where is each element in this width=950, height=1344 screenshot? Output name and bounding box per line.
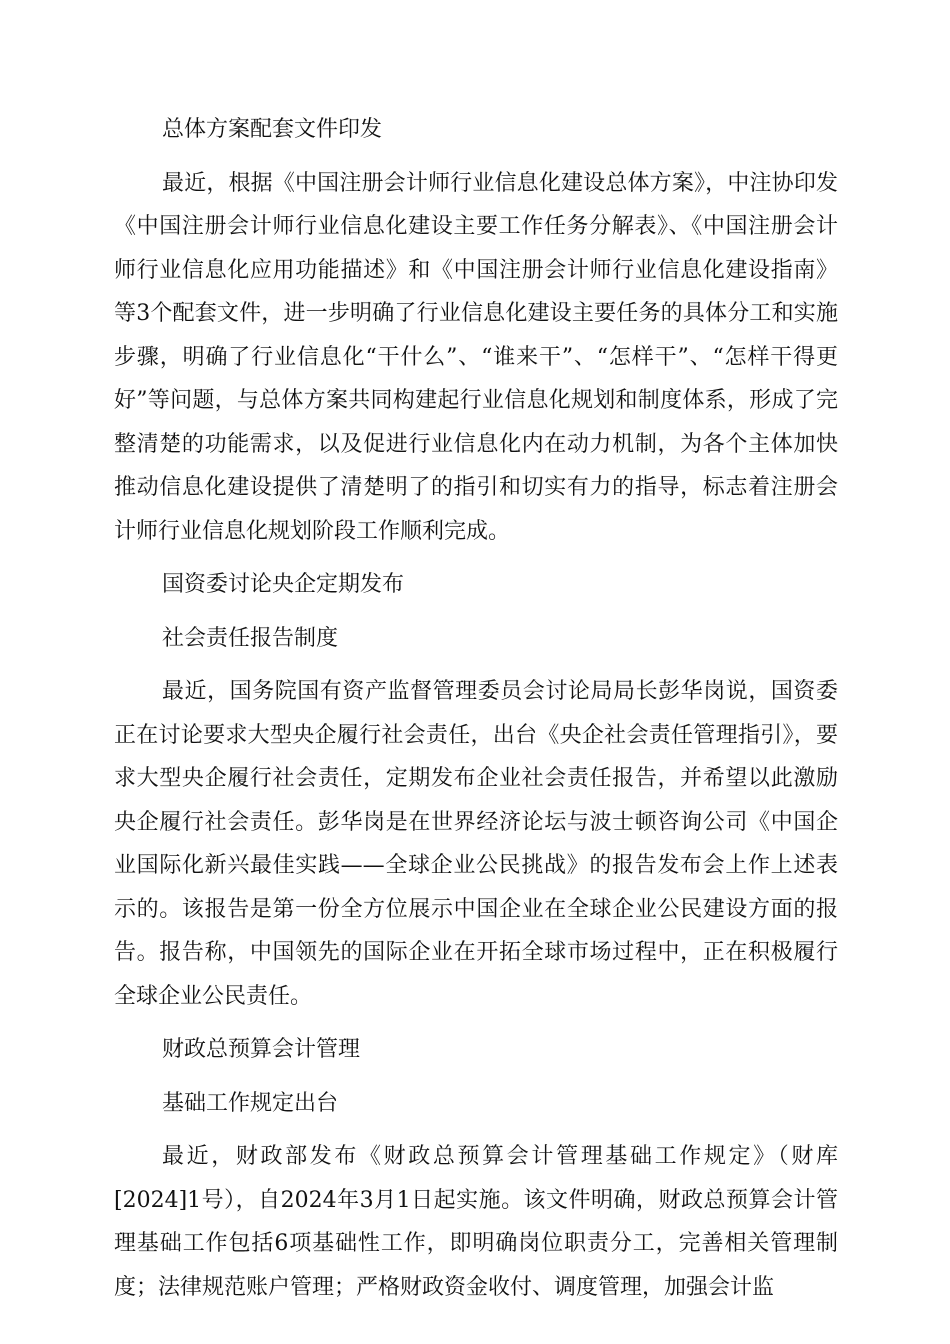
paragraph-csr-report: 最近，国务院国有资产监督管理委员会讨论局局长彭华岗说，国资委正在讨论要求大型央企履行社会责任，出台《央企社会责任管理指引》，要求大型央企履行社会责任，定期发布企业社会责任报告，并希望以此激励央企履行社会责任。彭华岗是在世界经济论坛与波士顿咨询公司《中国企业国际化新兴最佳实践——全球企业公民挑战》的报告发布会上作上述表示的。该报告是第一份全方位展示中国企业在全球企业公民建设方面的报告。报告称，中国领先的国际企业在开拓全球市场过程中，正在积极履行全球企业公民责任。 [114,679,838,1009]
section-heading-sasac-line-1: 国资委讨论央企定期发布 [162,572,405,597]
section-heading-plan-documents: 总体方案配套文件印发 [162,117,383,142]
section-heading-budget-accounting-line-1: 财政总预算会计管理 [162,1037,361,1062]
paragraph-budget-accounting-rules: 最近，财政部发布《财政总预算会计管理基础工作规定》（财库[2024]1号），自2024年3月1日起实施。该文件明确，财政总预算会计管理基础工作包括6项基础性工作，即明确岗位职责分工，完善相关管理制度；法律规范账户管理；严格财政资金收付、调度管理，加强会计监 [114,1144,838,1300]
paragraph-cpa-informatization: 最近，根据《中国注册会计师行业信息化建设总体方案》，中注协印发《中国注册会计师行业信息化建设主要工作任务分解表》、《中国注册会计师行业信息化应用功能描述》和《中国注册会计师行业信息化建设指南》等3个配套文件，进一步明确了行业信息化建设主要任务的具体分工和实施步骤，明确了行业信息化“干什么”、“谁来干”、“怎样干”、“怎样干得更好”等问题，与总体方案共同构建起行业信息化规划和制度体系，形成了完整清楚的功能需求，以及促进行业信息化内在动力机制，为各个主体加快推动信息化建设提供了清楚明了的指引和切实有力的指导，标志着注册会计师行业信息化规划阶段工作顺利完成。 [114,170,838,544]
document-body [114,108,838,1319]
section-heading-sasac-line-2: 社会责任报告制度 [162,625,339,651]
section-heading-budget-accounting-line-2: 基础工作规定出台 [162,1090,339,1116]
